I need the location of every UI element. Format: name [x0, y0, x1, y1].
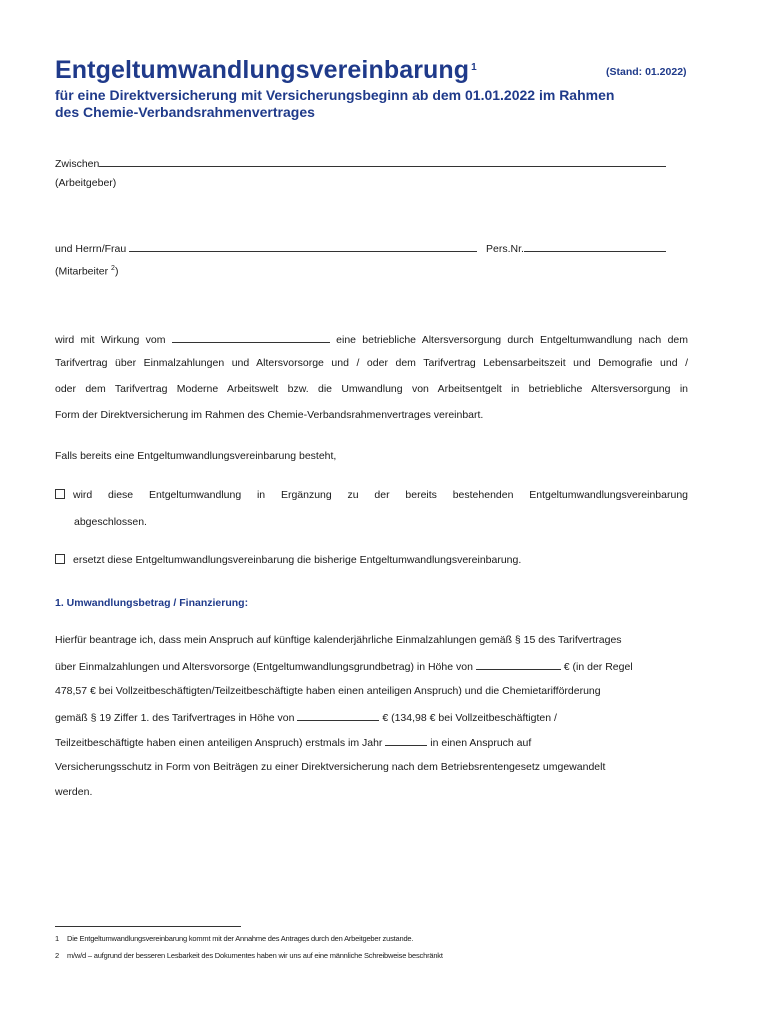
zwischen-row: Zwischen [55, 156, 666, 171]
section-1-line-2: über Einmalzahlungen und Altersvorsorge (Entgeltumwandlungsgrundbetrag) in Höhe von € (in der Regel [55, 661, 633, 673]
employee-row: und Herrn/Frau Pers.Nr. [55, 241, 666, 256]
section-1-line-7: werden. [55, 786, 93, 798]
effective-date-field[interactable] [172, 332, 330, 343]
replace-checkbox[interactable] [55, 554, 65, 564]
employer-name-field[interactable] [99, 156, 666, 167]
arbeitgeber-label: (Arbeitgeber) [55, 177, 117, 189]
personnel-number-field[interactable] [524, 241, 666, 252]
section-1-line-4: gemäß § 19 Ziffer 1. des Tarifvertrages in Höhe von € (134,98 € bei Vollzeitbeschäftigten / [55, 712, 557, 724]
base-amount-field[interactable] [476, 659, 561, 670]
footnote-2: 2 m/w/d – aufgrund der besseren Lesbarkeit des Dokumentes haben wir uns auf eine männliche Schreibweise beschränkt [55, 951, 443, 960]
document-subtitle: für eine Direktversicherung mit Versicherungsbeginn ab dem 01.01.2022 im Rahmen des Chemie-Verbandsrahmenvertrages [55, 87, 615, 120]
agreement-line-1: wird mit Wirkung vom eine betriebliche Altersversorgung durch Entgeltumwandlung nach dem [55, 334, 688, 346]
section-1-line-5: Teilzeitbeschäftigte haben einen anteiligen Anspruch) erstmals im Jahr in einen Anspruch auf [55, 737, 532, 749]
option-replace: ersetzt diese Entgeltumwandlungsvereinbarung die bisherige Entgeltumwandlungsvereinbarung. [55, 553, 521, 567]
section-1-line-6: Versicherungsschutz in Form von Beiträgen zu einer Direktversicherung nach dem Betriebsrentengesetz umgewandelt [55, 761, 606, 773]
version-stand: (Stand: 01.2022) [606, 66, 687, 78]
section-1-line-1: Hierfür beantrage ich, dass mein Anspruch auf künftige kalenderjährliche Einmalzahlungen gemäß § 15 des Tarifvertrages [55, 634, 622, 646]
footnote-ref-1: 1 [471, 62, 477, 73]
section-1-line-3: 478,57 € bei Vollzeitbeschäftigten/Teilzeitbeschäftigte haben einen anteiligen Anspruch) und die Chemietarifförderung [55, 685, 601, 697]
start-year-field[interactable] [385, 735, 427, 746]
option-supplement-cont: abgeschlossen. [74, 516, 147, 528]
employee-name-field[interactable] [129, 241, 477, 252]
option-supplement: wird diese Entgeltumwandlung in Ergänzung zu der bereits bestehenden Entgeltumwandlungsvereinbarung [55, 489, 688, 501]
footnote-divider [55, 926, 241, 927]
footnote-1: 1 Die Entgeltumwandlungsvereinbarung kommt mit der Annahme des Antrages durch den Arbeitgeber zustande. [55, 934, 414, 943]
section-1-heading: 1. Umwandlungsbetrag / Finanzierung: [55, 597, 249, 609]
agreement-line-2: Tarifvertrag über Einmalzahlungen und Altersvorsorge und / oder dem Tarifvertrag Lebensarbeitszeit und Demografie und / [55, 357, 688, 369]
agreement-line-3: oder dem Tarifvertrag Moderne Arbeitswelt bzw. die Umwandlung von Arbeitsentgelt in betriebliche Altersversorgung in [55, 383, 688, 395]
supplement-checkbox[interactable] [55, 489, 65, 499]
mitarbeiter-label: (Mitarbeiter $^2$) [55, 265, 119, 278]
agreement-line-4: Form der Direktversicherung im Rahmen des Chemie-Verbandsrahmenvertrages vereinbart. [55, 409, 484, 421]
document-title: Entgeltumwandlungsvereinbarung $^1$ [55, 56, 477, 84]
subsidy-amount-field[interactable] [297, 710, 379, 721]
existing-intro: Falls bereits eine Entgeltumwandlungsvereinbarung besteht, [55, 450, 337, 462]
